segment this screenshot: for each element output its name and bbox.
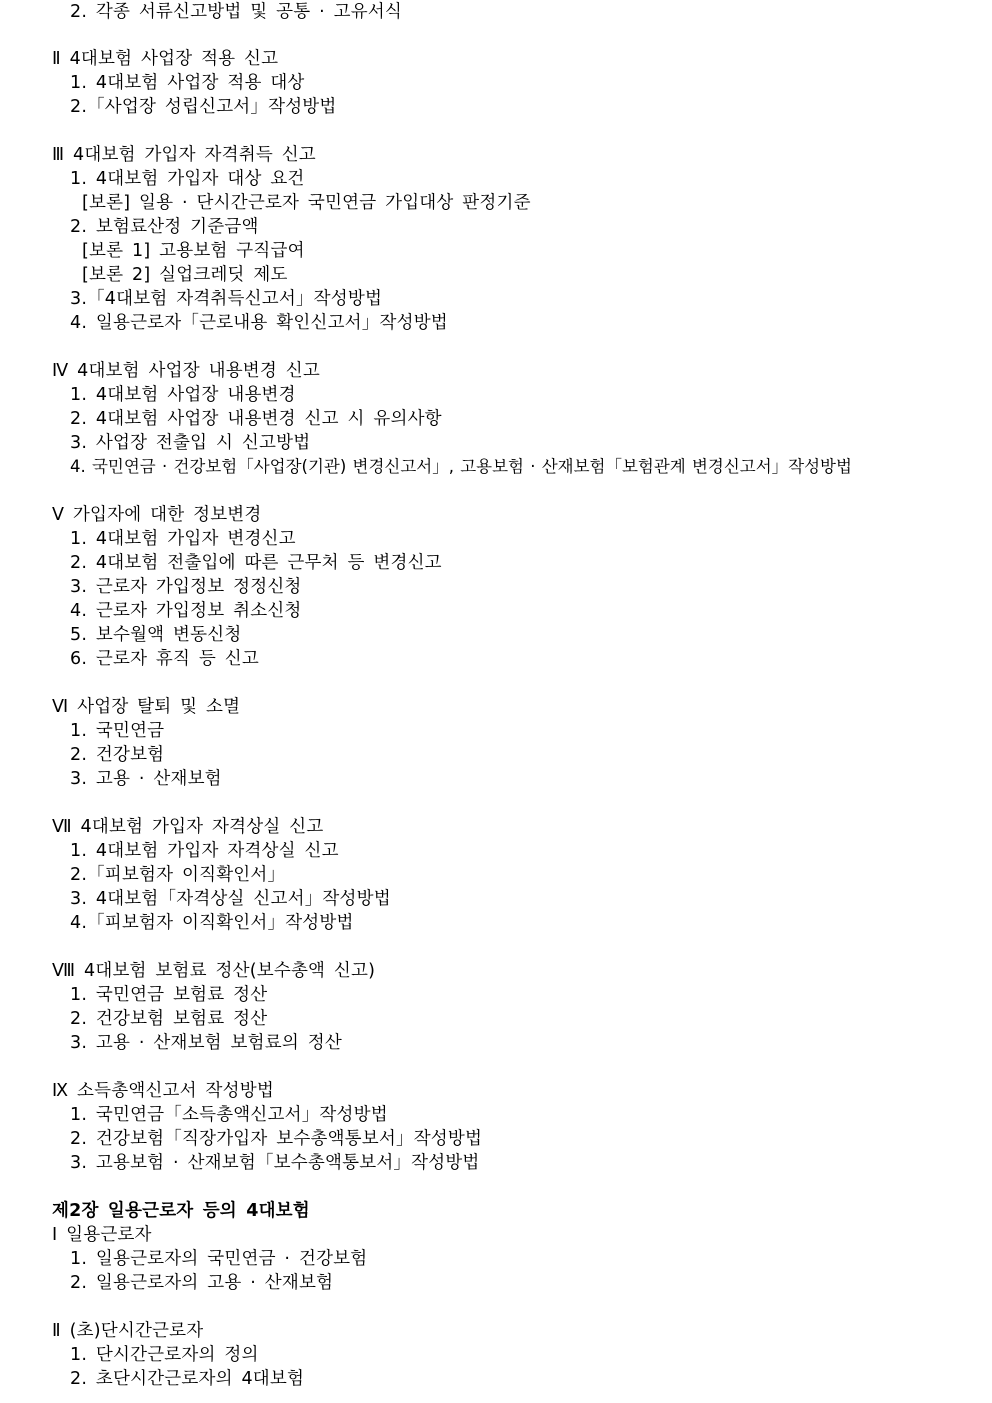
toc-item: 1. 국민연금 bbox=[70, 721, 165, 741]
toc-item: 4.「피보험자 이직확인서」작성방법 bbox=[70, 913, 354, 933]
toc-item: 4. 국민연금 · 건강보험「사업장(기관) 변경신고서」, 고용보험 · 산재보험「보험관계 변경신고서」작성방법 bbox=[70, 457, 852, 476]
toc-subitem: [보론] 일용 · 단시간근로자 국민연금 가입대상 판정기준 bbox=[82, 193, 531, 213]
toc-item: 2.「피보험자 이직확인서」 bbox=[70, 865, 286, 885]
toc-subitem: [보론 1] 고용보험 구직급여 bbox=[82, 241, 305, 261]
toc-item: 4. 근로자 가입정보 취소신청 bbox=[70, 601, 302, 621]
toc-item: 1. 일용근로자의 국민연금 · 건강보험 bbox=[70, 1249, 368, 1269]
toc-item: 2. 4대보험 전출입에 따른 근무처 등 변경신고 bbox=[70, 553, 442, 573]
toc-item: 2. 일용근로자의 고용 · 산재보험 bbox=[70, 1273, 334, 1293]
section-heading: Ⅵ 사업장 탈퇴 및 소멸 bbox=[52, 697, 241, 717]
section-heading: Ⅷ 4대보험 보험료 정산(보수총액 신고) bbox=[52, 961, 376, 981]
toc-item: 3. 고용 · 산재보험 bbox=[70, 769, 222, 789]
section-heading: Ⅱ (초)단시간근로자 bbox=[52, 1321, 204, 1341]
section-heading: Ⅸ 소득총액신고서 작성방법 bbox=[52, 1081, 274, 1101]
toc-item: 1. 4대보험 가입자 대상 요건 bbox=[70, 169, 305, 189]
toc-item: 2. 보험료산정 기준금액 bbox=[70, 217, 259, 237]
toc-item: 6. 근로자 휴직 등 신고 bbox=[70, 649, 259, 669]
section-heading: Ⅲ 4대보험 가입자 자격취득 신고 bbox=[52, 145, 316, 165]
toc-item: 4. 일용근로자「근로내용 확인신고서」작성방법 bbox=[70, 313, 448, 333]
toc-item: 1. 단시간근로자의 정의 bbox=[70, 1345, 259, 1365]
toc-item: 3. 고용 · 산재보험 보험료의 정산 bbox=[70, 1033, 342, 1053]
section-heading: Ⅳ 4대보험 사업장 내용변경 신고 bbox=[52, 361, 320, 381]
toc-item: 2. 4대보험 사업장 내용변경 신고 시 유의사항 bbox=[70, 409, 442, 429]
toc-item: 2. 건강보험 보험료 정산 bbox=[70, 1009, 268, 1029]
section-heading: Ⅱ 4대보험 사업장 적용 신고 bbox=[52, 49, 279, 69]
toc-item: 1. 국민연금「소득총액신고서」작성방법 bbox=[70, 1105, 388, 1125]
toc-subitem: [보론 2] 실업크레딧 제도 bbox=[82, 265, 288, 285]
toc-item: 1. 국민연금 보험료 정산 bbox=[70, 985, 268, 1005]
toc-item: 2. 건강보험 bbox=[70, 745, 165, 765]
toc-item: 3. 4대보험「자격상실 신고서」작성방법 bbox=[70, 889, 391, 909]
toc-item: 2.「사업장 성립신고서」작성방법 bbox=[70, 97, 337, 117]
toc-item: 1. 4대보험 사업장 내용변경 bbox=[70, 385, 296, 405]
toc-item: 2. 각종 서류신고방법 및 공통 · 고유서식 bbox=[70, 2, 403, 22]
toc-item: 1. 4대보험 가입자 변경신고 bbox=[70, 529, 296, 549]
toc-item: 3. 사업장 전출입 시 신고방법 bbox=[70, 433, 311, 453]
section-heading: Ⅴ 가입자에 대한 정보변경 bbox=[52, 505, 262, 525]
toc-item: 2. 초단시간근로자의 4대보험 bbox=[70, 1369, 305, 1389]
toc-item: 2. 건강보험「직장가입자 보수총액통보서」작성방법 bbox=[70, 1129, 483, 1149]
section-heading: Ⅶ 4대보험 가입자 자격상실 신고 bbox=[52, 817, 324, 837]
section-heading: Ⅰ 일용근로자 bbox=[52, 1225, 152, 1245]
toc-item: 3.「4대보험 자격취득신고서」작성방법 bbox=[70, 289, 383, 309]
chapter-heading: 제2장 일용근로자 등의 4대보험 bbox=[52, 1201, 310, 1221]
toc-item: 5. 보수월액 변동신청 bbox=[70, 625, 242, 645]
toc-item: 3. 근로자 가입정보 정정신청 bbox=[70, 577, 302, 597]
toc-item: 1. 4대보험 가입자 자격상실 신고 bbox=[70, 841, 339, 861]
toc-item: 1. 4대보험 사업장 적용 대상 bbox=[70, 73, 305, 93]
toc-item: 3. 고용보험 · 산재보험「보수총액통보서」작성방법 bbox=[70, 1153, 480, 1173]
